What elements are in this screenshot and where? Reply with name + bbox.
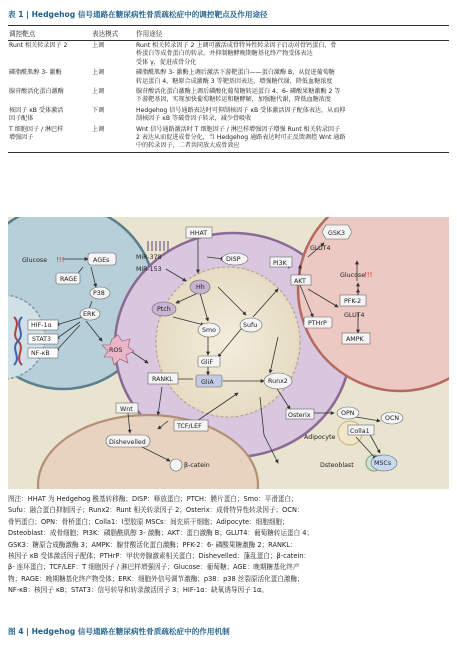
- node-gsk3: [322, 225, 352, 239]
- cell-pathway: [136, 107, 449, 124]
- node-akt: [291, 275, 311, 285]
- cell-mode: 上调: [92, 42, 105, 49]
- cell-target-line: 因子配体: [9, 115, 34, 123]
- center-nucleus: [156, 267, 300, 417]
- node-mir153: MiR-153: [136, 266, 162, 273]
- node-nfkb: [28, 348, 58, 358]
- cell-target: [8, 126, 92, 151]
- svg-text:AGEs: AGEs: [93, 257, 110, 264]
- cell-mode: 下调: [92, 106, 105, 114]
- svg-text:!!!: !!!: [364, 271, 373, 279]
- svg-text:Osterix: Osterix: [288, 412, 311, 419]
- legend-line: Sufu：融合蛋白抑制因子；Runx2：Runt 相关转录因子 2；Osterix：成骨特异性转录因子；OCN：: [8, 506, 304, 515]
- svg-text:GliF: GliF: [201, 359, 214, 366]
- node-wnt: [116, 403, 138, 413]
- svg-text:HIF-1α: HIF-1α: [31, 322, 52, 329]
- svg-text:STAT3: STAT3: [32, 336, 52, 343]
- svg-text:AMPK: AMPK: [346, 336, 364, 343]
- node-ages: [88, 253, 116, 265]
- cell-target: [8, 107, 92, 124]
- svg-text:GliA: GliA: [201, 379, 214, 386]
- node-disp: [222, 253, 248, 265]
- node-tcf: [174, 420, 208, 431]
- node-glia: [196, 375, 222, 387]
- svg-text:PFK-2: PFK-2: [344, 298, 362, 305]
- svg-text:GSK3: GSK3: [328, 230, 346, 237]
- svg-text:TCF/LEF: TCF/LEF: [177, 423, 202, 430]
- legend-line: 核因子 κB 受体激活因子配体；PTHrP：甲状旁腺激素相关蛋白；Dishevelled：蓬乱蛋白；β-catein：: [8, 552, 311, 561]
- cell-pathway-line: 制核因子 κB 等破骨因子转录，减少骨吸收: [136, 115, 252, 123]
- table-row: [8, 41, 449, 68]
- node-rankl: [148, 373, 178, 384]
- mirna-receptor-icon: [148, 241, 168, 251]
- cell-pathway-line: 2 表达从而促进成骨分化，当 Hedgehog 通路表达时可正反馈调控 Wnt 通路: [136, 134, 346, 142]
- node-osterix: [286, 409, 314, 419]
- legend-line: 物；RAGE：晚期糖基化终产物受体；ERK：细胞外信号调节激酶；p38：p38 丝裂原活化蛋白激酶；: [8, 574, 304, 583]
- svg-text:PI3K: PI3K: [273, 260, 287, 267]
- node-runx2: [264, 373, 292, 389]
- table-row: [8, 125, 449, 152]
- header-mode: 表达模式: [92, 30, 119, 38]
- node-dsteoblast: Dsteoblast: [320, 462, 354, 469]
- cell-pathway-line: 下游靶基因，实现加快葡萄糖转运和糖酵解，加强糖代谢，降低血糖浓度: [136, 96, 331, 104]
- cell-target-line: 核因子 κB 受体激活: [9, 106, 64, 114]
- cell-pathway: [136, 126, 449, 151]
- svg-text:P38: P38: [93, 290, 105, 297]
- node-glut4-b: GLUT4: [344, 312, 365, 319]
- svg-text:Wnt: Wnt: [120, 406, 133, 413]
- cell-pathway-line: 转运蛋白 4、糖原合成激酶 3 等靶基因表达，增强糖代谢，降低血糖浓度: [136, 77, 333, 85]
- cell-target: [8, 69, 92, 86]
- legend-line: β- 连环蛋白；TCF/LEF：T 细胞因子 / 淋巴样增强因子；Glucose：葡萄糖；AGE：晚期糖基化终产: [8, 563, 300, 572]
- cell-target: [8, 42, 92, 67]
- cell-target: [8, 88, 92, 105]
- svg-text:DISP: DISP: [226, 256, 241, 263]
- svg-text:Sufu: Sufu: [243, 322, 258, 329]
- svg-text:Dishevelled: Dishevelled: [109, 439, 146, 446]
- svg-text:Glucose: Glucose: [340, 272, 366, 279]
- node-smo: [198, 323, 220, 337]
- node-glut4-a: GLUT4: [310, 245, 331, 252]
- node-p38: [90, 287, 110, 299]
- node-opn: [337, 407, 359, 419]
- cell-pathway-line: 桥蛋白等成骨蛋白的转录，并抑制糖酵晚期糖基化终产物受体表达: [136, 50, 313, 58]
- svg-text:PTHrP: PTHrP: [308, 320, 327, 327]
- table-title: 表 1 | Hedgehog 信号通路在糖尿病性骨质疏松症中的调控靶点及作用途径: [8, 10, 268, 19]
- node-colla: [348, 425, 374, 435]
- node-dishevelled: [106, 435, 150, 447]
- node-rage: [56, 273, 80, 284]
- svg-text:Ptch: Ptch: [157, 306, 171, 313]
- figure-title: 图 4 | Hedgehog 信号通路在糖尿病性骨质疏松症中的作用机制: [8, 627, 230, 636]
- svg-text:Runx2: Runx2: [268, 378, 288, 385]
- node-hh: [190, 280, 210, 294]
- cell-mode: 上调: [92, 88, 105, 96]
- figure-legend: [8, 494, 449, 597]
- cell-mode: 上调: [92, 69, 105, 77]
- svg-text:RAGE: RAGE: [60, 276, 78, 283]
- node-ptch: [152, 302, 176, 316]
- cell-target-line: Runt 相关转录因子 2: [9, 42, 68, 49]
- cell-pathway-line: 腺苷酸活化蛋白激酶上调后磷酸化葡萄糖转运蛋白 4、6- 磷酸果糖激酶 2 等: [136, 88, 341, 96]
- hedgehog-pathway-figure: [8, 217, 449, 489]
- legend-line: 骨钙蛋白；OPN：骨桥蛋白；Colla1：Ⅰ型胶原 MSCs：间充质干细胞；Adipocyte：细胞细胞；: [8, 517, 289, 526]
- pathway-diagram: [8, 217, 449, 489]
- cell-target-line: 腺苷酸活化蛋白激酶: [9, 88, 64, 96]
- legend-line: NF-κB：核因子 κB；STAT3：信号转导和转录激活因子 3；HIF-1α：缺氧诱导因子 1α。: [8, 586, 268, 595]
- cell-pathway: [136, 42, 449, 67]
- legend-line: Dsteoblast：成骨细胞；PI3K：磷脂酰肌醇 3- 激酶；AKT：蛋白激酶 B；GLUT4：葡萄糖转运蛋白 4；: [8, 529, 314, 538]
- cell-pathway: [136, 88, 449, 105]
- svg-text:HHAT: HHAT: [190, 230, 208, 237]
- svg-text:β-catein: β-catein: [184, 462, 210, 469]
- cell-pathway-line: Wnt 信号通路激活时 T 细胞因子 / 淋巴样增强因子增强 Runt 相关转录因子: [136, 125, 341, 133]
- node-glif: [198, 356, 220, 367]
- svg-text:NF-κB: NF-κB: [31, 350, 50, 357]
- cell-mode: 上调: [92, 125, 105, 133]
- node-glucose-right: [340, 271, 372, 279]
- node-pthrp: [304, 317, 332, 328]
- cell-target-line: 磷脂酰肌醇 3- 激酶: [9, 69, 62, 77]
- svg-text:Smo: Smo: [202, 327, 216, 334]
- node-adipocyte: Adipocyte: [304, 434, 336, 441]
- svg-text:OPN: OPN: [341, 410, 355, 417]
- svg-text:AKT: AKT: [294, 278, 306, 285]
- table-header-row: [8, 26, 449, 41]
- legend-line: GSK3：糖原合成酶激酶 3；AMPK：腺苷酸活化蛋白激酶；PFK-2：6- 磷酸果糖激酶 2；RANKL：: [8, 540, 297, 549]
- svg-text:ERK: ERK: [83, 311, 96, 318]
- svg-text:Colla1: Colla1: [350, 428, 370, 435]
- node-sufu: [240, 318, 262, 332]
- node-glucose: [22, 256, 64, 264]
- cell-pathway-line: 中的转录因子，二者共同放大成骨效应: [136, 142, 240, 150]
- legend-line: 图注：HHAT 为 Hedgehog 酰基转移酶；DISP：释放蛋白；PTCH：膜片蛋白；Smo：平滑蛋白；: [8, 495, 298, 503]
- cell-pathway-line: 受体 γ，促进成骨分化: [136, 58, 197, 66]
- cell-pathway-line: Hedgehog 信号通路表达时可抑制核因子 κB 受体激活因子配体表达，从而抑: [136, 106, 346, 114]
- node-hif: [28, 320, 58, 330]
- node-ocn: [381, 412, 403, 424]
- cell-target-line: 增强因子: [9, 134, 34, 142]
- svg-text:RANKL: RANKL: [152, 376, 173, 383]
- svg-text:MSCs: MSCs: [374, 460, 392, 467]
- node-stat3: [28, 334, 58, 344]
- header-pathway: 作用途径: [136, 30, 163, 38]
- node-pfk2: [340, 295, 366, 306]
- svg-text:ROS: ROS: [109, 347, 123, 354]
- cell-pathway: [136, 69, 449, 86]
- table-row: [8, 68, 449, 87]
- node-erk: [80, 308, 100, 320]
- svg-text:OCN: OCN: [385, 415, 400, 422]
- svg-text:Hh: Hh: [196, 284, 205, 291]
- node-mir378: MiR-378: [136, 254, 162, 261]
- node-pi3k: [270, 257, 292, 267]
- cell-target-line: T 细胞因子 / 淋巴样: [9, 125, 64, 133]
- table-row: [8, 87, 449, 106]
- node-hhat: [186, 227, 212, 238]
- header-target: 调控靶点: [9, 30, 36, 38]
- cell-pathway-line: 磷脂酰肌醇 3- 激酶上调后激活下游靶蛋白——蛋白激酶 B，从促进葡萄糖: [136, 69, 335, 77]
- regulation-table: [8, 25, 449, 153]
- node-ampk: [342, 333, 370, 344]
- table-row: [8, 106, 449, 125]
- svg-text:Glucose: Glucose: [22, 257, 48, 264]
- cell-pathway-line: Runt 相关转录因子 2 上调可激活成骨特异性转录因子启动对骨钙蛋白、骨: [136, 42, 337, 49]
- svg-text:!!!: !!!: [56, 256, 65, 264]
- node-mscs: [371, 455, 397, 471]
